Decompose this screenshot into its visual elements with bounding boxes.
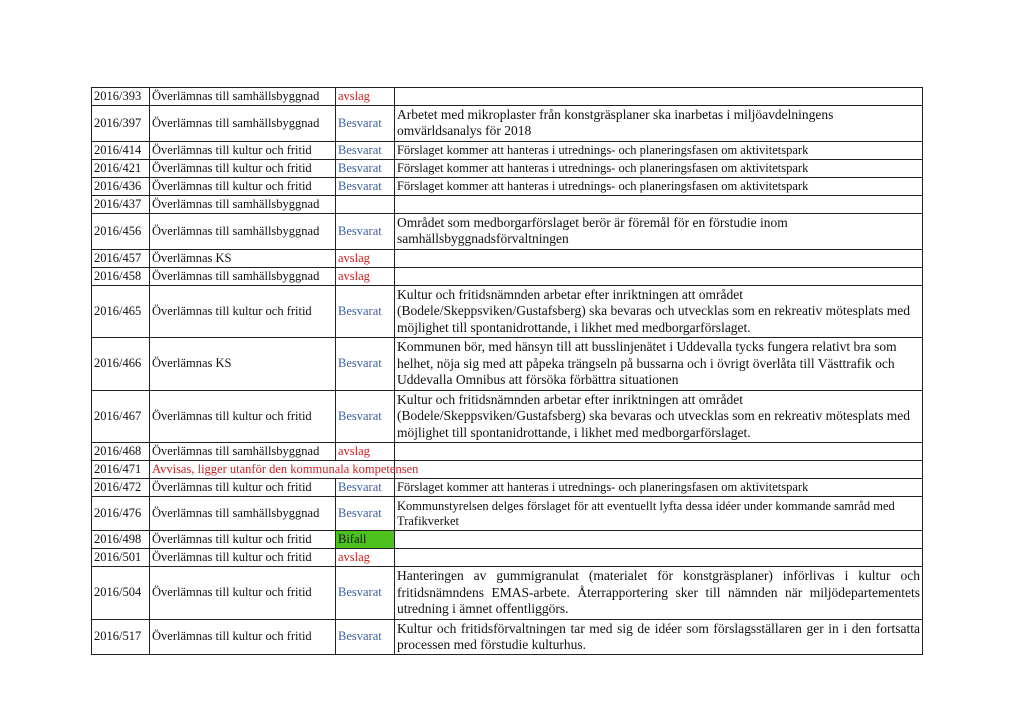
case-number: 2016/504 <box>92 567 150 619</box>
case-number: 2016/498 <box>92 531 150 549</box>
case-number: 2016/471 <box>92 461 150 479</box>
status: Besvarat <box>336 141 395 159</box>
table-row <box>92 267 923 285</box>
assignment: Överlämnas till samhällsbyggnad <box>150 267 336 285</box>
case-number: 2016/414 <box>92 141 150 159</box>
status: Besvarat <box>336 159 395 177</box>
assignment: Överlämnas till samhällsbyggnad <box>150 106 336 142</box>
status: Besvarat <box>336 619 395 655</box>
table-row <box>92 106 923 142</box>
assignment: Överlämnas till samhällsbyggnad <box>150 497 336 531</box>
comment <box>395 531 923 549</box>
case-number: 2016/476 <box>92 497 150 531</box>
assignment: Överlämnas till kultur och fritid <box>150 141 336 159</box>
comment: Arbetet med mikroplaster från konstgräsplaner ska inarbetas i miljöavdelningens omvärldsanalys för 2018 <box>395 106 923 142</box>
comment: Förslaget kommer att hanteras i utrednings- och planeringsfasen om aktivitetspark <box>395 479 923 497</box>
assignment: Överlämnas till kultur och fritid <box>150 567 336 619</box>
status: Besvarat <box>336 177 395 195</box>
table-row <box>92 213 923 249</box>
status: avslag <box>336 267 395 285</box>
case-number: 2016/472 <box>92 479 150 497</box>
table-row <box>92 567 923 619</box>
comment: Förslaget kommer att hanteras i utrednings- och planeringsfasen om aktivitetspark <box>395 159 923 177</box>
status <box>336 195 395 213</box>
table-row <box>92 443 923 461</box>
comment: Kommunen bör, med hänsyn till att busslinjenätet i Uddevalla tycks fungera relativt bra som helhet, nöja sig med att påpeka trängseln på bussarna och i övrigt överlåta till Västtrafik och Uddevalla Omnibus att försöka förbättra situationen <box>395 338 923 390</box>
comment <box>395 443 923 461</box>
assignment: Överlämnas till kultur och fritid <box>150 531 336 549</box>
table-row <box>92 338 923 390</box>
assignment: Överlämnas till kultur och fritid <box>150 159 336 177</box>
case-number: 2016/468 <box>92 443 150 461</box>
comment <box>395 267 923 285</box>
comment: Kommunstyrelsen delges förslaget för att eventuellt lyfta dessa idéer under kommande samråd med Trafikverket <box>395 497 923 531</box>
table-row <box>92 88 923 106</box>
assignment: Överlämnas till kultur och fritid <box>150 619 336 655</box>
table-row <box>92 619 923 655</box>
assignment: Överlämnas till kultur och fritid <box>150 285 336 337</box>
status: Besvarat <box>336 338 395 390</box>
status: Besvarat <box>336 213 395 249</box>
assignment: Avvisas, ligger utanför den kommunala kompetensen <box>150 461 395 479</box>
comment: Kultur och fritidsnämnden arbetar efter inriktningen att området (Bodele/Skeppsviken/Gustafsberg) ska bevaras och utvecklas som en rekreativ mötesplats med möjlighet till spontanidrottande, i likhet med medborgarförslaget. <box>395 390 923 442</box>
status: Besvarat <box>336 567 395 619</box>
case-number: 2016/397 <box>92 106 150 142</box>
assignment: Överlämnas till kultur och fritid <box>150 549 336 567</box>
case-number: 2016/466 <box>92 338 150 390</box>
comment <box>395 461 923 479</box>
assignment: Överlämnas till kultur och fritid <box>150 479 336 497</box>
assignment: Överlämnas till kultur och fritid <box>150 177 336 195</box>
status: Besvarat <box>336 106 395 142</box>
case-number: 2016/458 <box>92 267 150 285</box>
table-row <box>92 461 923 479</box>
comment: Förslaget kommer att hanteras i utrednings- och planeringsfasen om aktivitetspark <box>395 177 923 195</box>
status: avslag <box>336 549 395 567</box>
case-number: 2016/436 <box>92 177 150 195</box>
case-number: 2016/467 <box>92 390 150 442</box>
case-number: 2016/393 <box>92 88 150 106</box>
comment: Området som medborgarförslaget berör är föremål för en förstudie inom samhällsbyggnadsförvaltningen <box>395 213 923 249</box>
table-row <box>92 479 923 497</box>
case-number: 2016/517 <box>92 619 150 655</box>
case-number: 2016/421 <box>92 159 150 177</box>
status: avslag <box>336 88 395 106</box>
assignment: Överlämnas KS <box>150 249 336 267</box>
comment: Hanteringen av gummigranulat (materialet för konstgräsplaner) införlivas i kultur och fritidsnämndens EMAS-arbete. Återrapportering sker till nämnden när miljödepartementets utredning i ämnet offentliggörs. <box>395 567 923 619</box>
status: Bifall <box>336 531 395 549</box>
comment: Kultur och fritidsförvaltningen tar med sig de idéer som förslagsställaren ger in i den fortsatta processen med förstudie kulturhus. <box>395 619 923 655</box>
comment: Kultur och fritidsnämnden arbetar efter inriktningen att området (Bodele/Skeppsviken/Gustafsberg) ska bevaras och utvecklas som en rekreativ mötesplats med möjlighet till spontanidrottande, i likhet med medborgarförslaget. <box>395 285 923 337</box>
case-number: 2016/465 <box>92 285 150 337</box>
table-row <box>92 159 923 177</box>
table-row <box>92 390 923 442</box>
case-number: 2016/437 <box>92 195 150 213</box>
status: Besvarat <box>336 285 395 337</box>
comment <box>395 549 923 567</box>
comment <box>395 88 923 106</box>
table-row <box>92 285 923 337</box>
case-number: 2016/501 <box>92 549 150 567</box>
table-row <box>92 177 923 195</box>
case-number: 2016/456 <box>92 213 150 249</box>
table-row <box>92 141 923 159</box>
table-row <box>92 549 923 567</box>
comment <box>395 195 923 213</box>
comment: Förslaget kommer att hanteras i utrednings- och planeringsfasen om aktivitetspark <box>395 141 923 159</box>
case-number: 2016/457 <box>92 249 150 267</box>
table-row <box>92 195 923 213</box>
status: avslag <box>336 443 395 461</box>
status: avslag <box>336 249 395 267</box>
status: Besvarat <box>336 479 395 497</box>
assignment: Överlämnas KS <box>150 338 336 390</box>
table-row <box>92 531 923 549</box>
assignment: Överlämnas till samhällsbyggnad <box>150 88 336 106</box>
comment <box>395 249 923 267</box>
assignment: Överlämnas till samhällsbyggnad <box>150 195 336 213</box>
assignment: Överlämnas till kultur och fritid <box>150 390 336 442</box>
table-row <box>92 497 923 531</box>
status: Besvarat <box>336 390 395 442</box>
assignment: Överlämnas till samhällsbyggnad <box>150 443 336 461</box>
status: Besvarat <box>336 497 395 531</box>
assignment: Överlämnas till samhällsbyggnad <box>150 213 336 249</box>
proposals-table <box>91 87 923 655</box>
table-row <box>92 249 923 267</box>
